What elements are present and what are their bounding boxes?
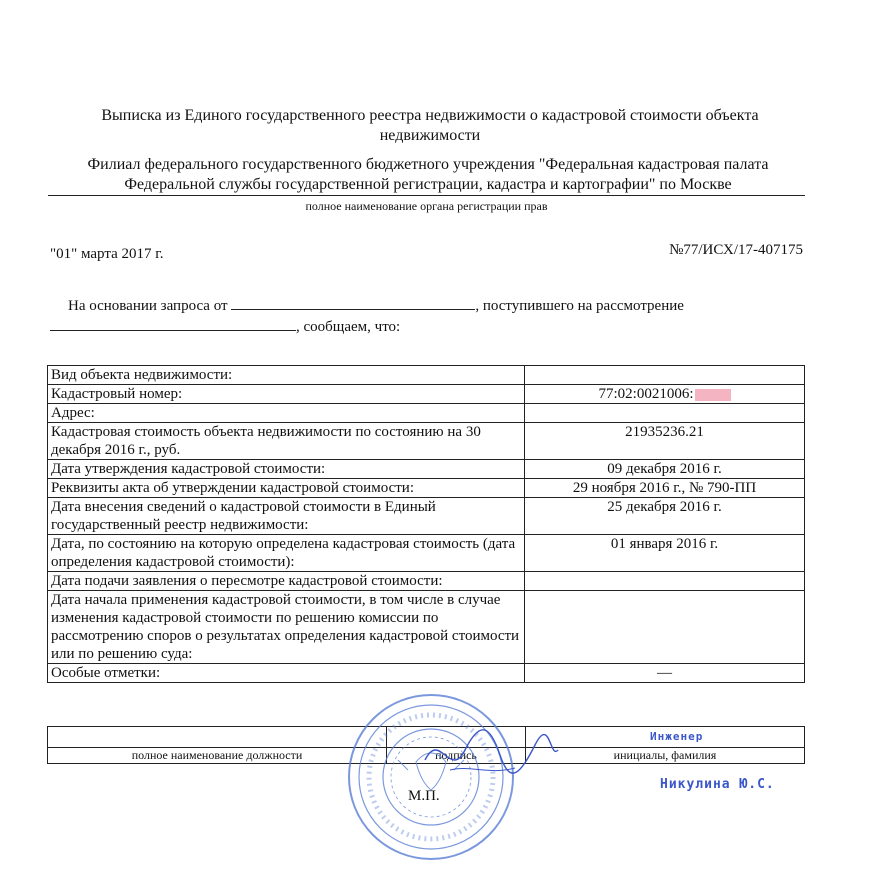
row-label: Вид объекта недвижимости:: [48, 366, 525, 385]
table-row: [48, 404, 805, 423]
document-title: Выписка из Единого государственного реестра недвижимости о кадастровой стоимости объекта недвижимости: [101, 107, 759, 144]
row-label: Дата начала применения кадастровой стоимости, в том числе в случае изменения кадастровой стоимости по решению комиссии по рассмотрению споров о результатах определения кадастровой стоимости или по решению суда:: [48, 591, 525, 664]
divider: [48, 195, 805, 196]
engineer-stamp: Инженер: [650, 730, 704, 743]
row-label: Дата подачи заявления о пересмотре кадастровой стоимости:: [48, 572, 525, 591]
row-value: 21935236.21: [525, 423, 805, 460]
request-text-2: , поступившего на рассмотрение: [475, 298, 684, 314]
row-label: Дата утверждения кадастровой стоимости:: [48, 460, 525, 479]
row-value-cell: [525, 385, 805, 404]
document-date: "01" марта 2017 г.: [50, 246, 164, 262]
request-recipient-blank: [50, 316, 296, 331]
table-row: [48, 366, 805, 385]
row-label: Реквизиты акта об утверждении кадастровой стоимости:: [48, 479, 525, 498]
official-name-stamp: Никулина Ю.С.: [660, 777, 775, 792]
request-date-blank: [231, 295, 475, 310]
redaction-mask: [695, 389, 731, 401]
table-row: [48, 572, 805, 591]
table-row: [48, 535, 805, 572]
branch-caption: полное наименование органа регистрации прав: [305, 199, 548, 213]
table-row: [48, 591, 805, 664]
branch-line-1: Филиал федерального государственного бюджетного учреждения "Федеральная кадастровая палата: [87, 156, 769, 173]
row-label: Адрес:: [48, 404, 525, 423]
row-value: 09 декабря 2016 г.: [525, 460, 805, 479]
table-row: [48, 460, 805, 479]
issuing-branch: [50, 155, 806, 195]
request-line-1: [68, 295, 684, 315]
row-value: 01 января 2016 г.: [525, 535, 805, 572]
cadastral-number: 77:02:0021006:: [598, 386, 694, 402]
seal-placeholder-label: М.П.: [408, 788, 440, 804]
signature-caption: подпись: [387, 748, 526, 764]
request-line-2: [50, 316, 400, 336]
table-row: [48, 498, 805, 535]
row-label: Дата, по состоянию на которую определена кадастровая стоимость (дата определения кадастровой стоимости):: [48, 535, 525, 572]
row-value: 29 ноября 2016 г., № 790-ПП: [525, 479, 805, 498]
handwritten-signature-icon: [420, 720, 560, 790]
row-value: —: [525, 664, 805, 683]
document-number: №77/ИСХ/17-407175: [669, 242, 803, 258]
table-row: [48, 385, 805, 404]
row-label: Кадастровый номер:: [48, 385, 525, 404]
row-value: 25 декабря 2016 г.: [525, 498, 805, 535]
row-label: Кадастровая стоимость объекта недвижимости по состоянию на 30 декабря 2016 г., руб.: [48, 423, 525, 460]
row-value: [525, 366, 805, 385]
name-caption: инициалы, фамилия: [526, 748, 805, 764]
row-value: [525, 404, 805, 423]
table-row: [48, 423, 805, 460]
table-row: [48, 664, 805, 683]
request-text-3: , сообщаем, что:: [296, 319, 401, 335]
cadastral-table: [47, 365, 805, 683]
row-label: Дата внесения сведений о кадастровой стоимости в Единый государственный реестр недвижимости:: [48, 498, 525, 535]
position-caption: полное наименование должности: [48, 748, 387, 764]
request-text-1: На основании запроса от: [68, 298, 228, 314]
row-value: [525, 591, 805, 664]
branch-line-2: Федеральной службы государственной регистрации, кадастра и картографии" по Москве: [124, 176, 732, 193]
table-row: [48, 479, 805, 498]
row-label: Особые отметки:: [48, 664, 525, 683]
row-value: [525, 572, 805, 591]
